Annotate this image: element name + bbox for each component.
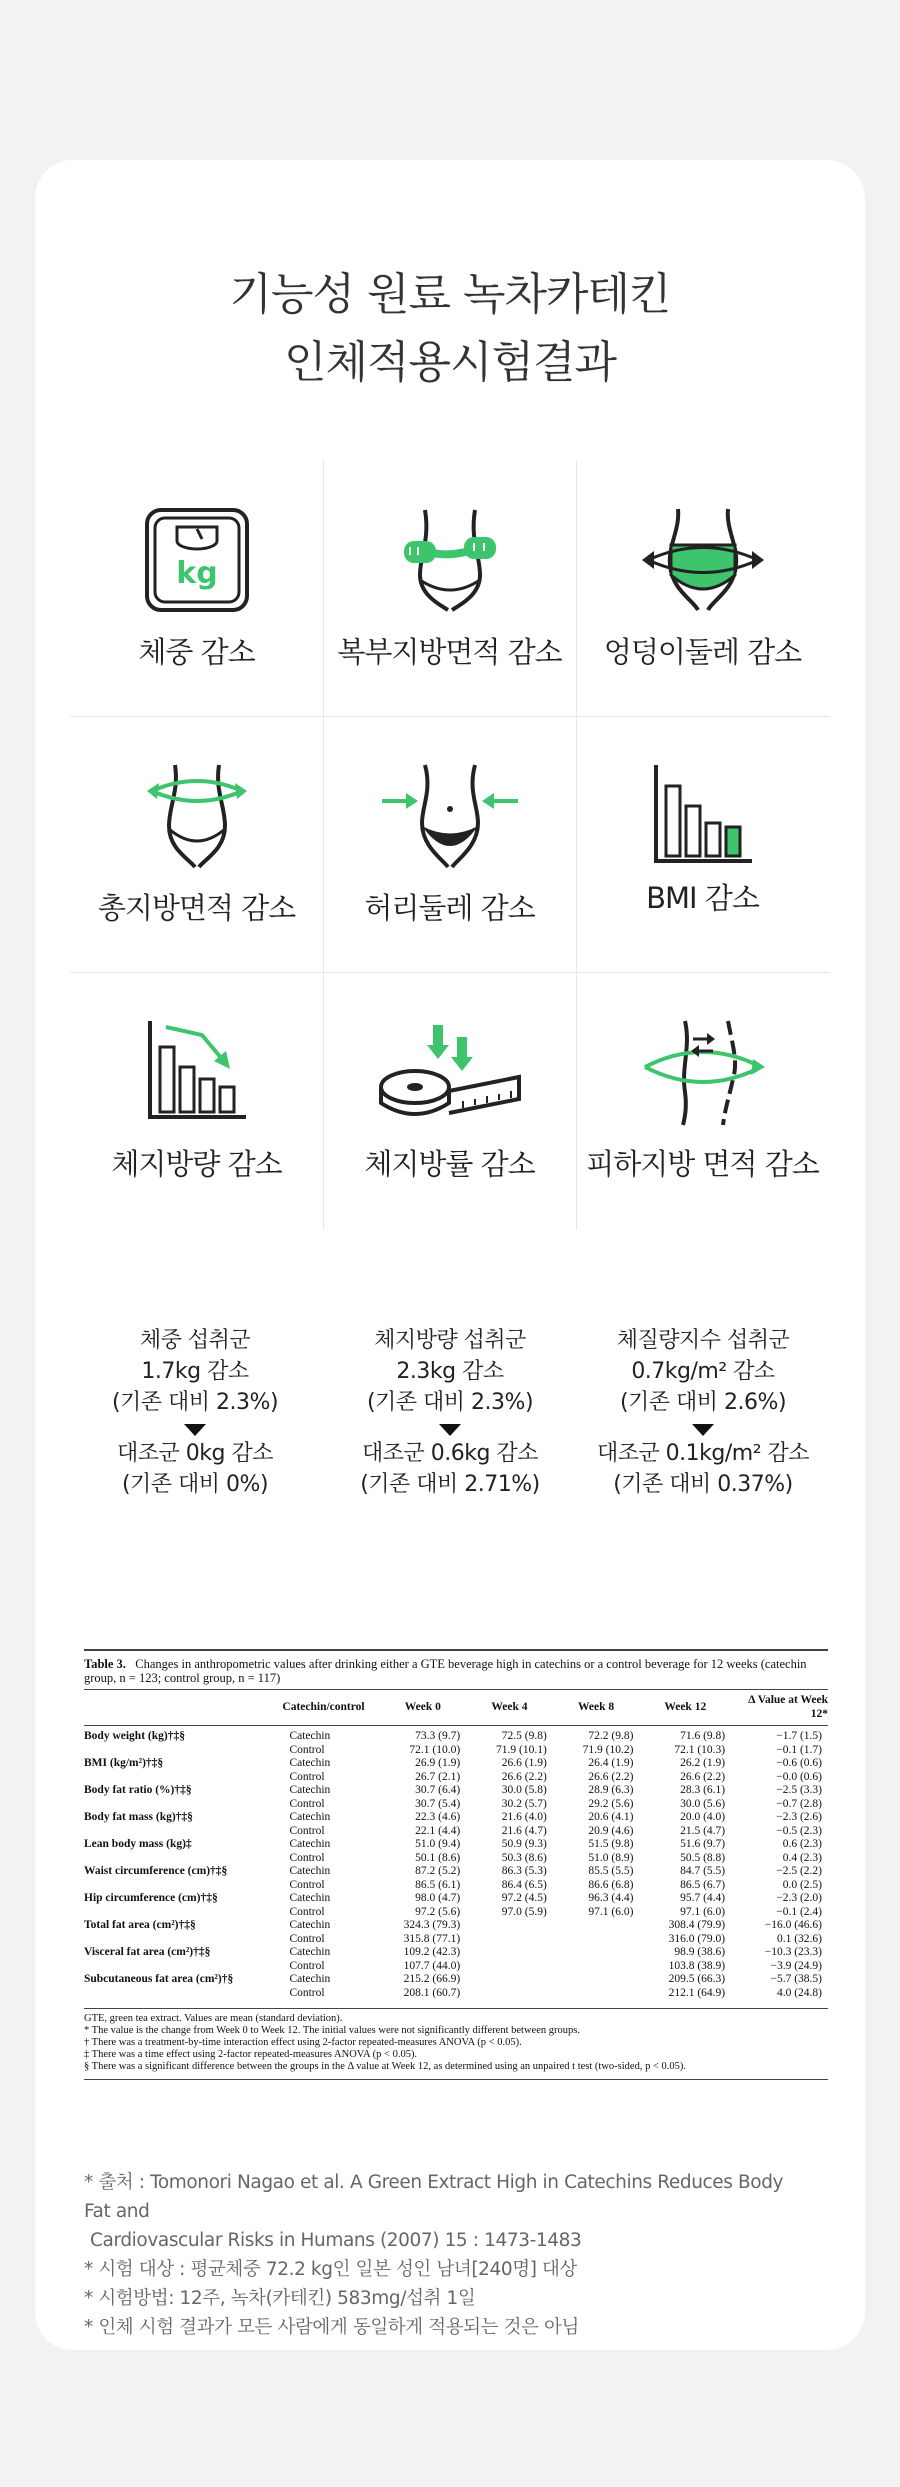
table-cell: 95.7 (4.4) — [680, 1892, 726, 1904]
table-header-cell: Week 12 — [639, 1694, 731, 1726]
table-cell: 97.2 (5.6) — [415, 1905, 461, 1918]
table-body — [84, 1726, 828, 2001]
stat-line: (기존 대비 2.71%) — [360, 1472, 540, 1497]
table-rule — [84, 2008, 828, 2009]
table-cell — [553, 1933, 640, 1947]
table-cell: Control — [289, 1797, 325, 1810]
table-cell: 96.3 (4.4) — [588, 1892, 634, 1904]
table-rule — [84, 2079, 828, 2080]
table-cell: 4.0 (24.8) — [776, 1986, 822, 1999]
svg-text:kg: kg — [175, 556, 218, 591]
table-cell: 308.4 (79.9) — [668, 1919, 726, 1931]
benefit-abdominal-fat — [323, 460, 576, 716]
table-cell: 21.6 (4.0) — [501, 1811, 547, 1823]
benefit-label: 총지방면적 감소 — [97, 891, 296, 925]
table-cell: Lean body mass (kg)‡ — [84, 1838, 192, 1850]
table-cell: −0.1 (2.4) — [776, 1905, 822, 1918]
table-row — [84, 1919, 828, 1933]
table-cell: 26.4 (1.9) — [588, 1757, 634, 1769]
table-rule — [84, 1649, 828, 1651]
table-cell: 316.0 (79.0) — [668, 1932, 726, 1945]
table-cell: 98.0 (4.7) — [415, 1892, 461, 1904]
table-cell: Catechin — [289, 1784, 331, 1796]
table-row — [84, 1811, 828, 1825]
table-cell: 22.1 (4.4) — [415, 1824, 461, 1837]
stat-weight — [65, 1325, 325, 1500]
table-cell — [466, 1973, 553, 1987]
table-cell: 0.0 (2.5) — [782, 1878, 822, 1891]
table-cell: Catechin — [289, 1730, 331, 1742]
table-cell: 50.5 (8.8) — [680, 1851, 726, 1864]
data-table — [84, 1694, 828, 2000]
table-row — [84, 1892, 828, 1906]
table-row — [84, 1757, 828, 1771]
table-cell: Catechin — [289, 1811, 331, 1823]
table-cell: −0.5 (2.3) — [776, 1824, 822, 1837]
table-cell: −2.5 (2.2) — [776, 1865, 822, 1877]
table-cell — [553, 1973, 640, 1987]
table-cell: 71.9 (10.1) — [496, 1743, 547, 1756]
table-cell: 0.6 (2.3) — [782, 1838, 822, 1850]
table-row — [84, 1879, 828, 1893]
table-cell: 72.5 (9.8) — [501, 1730, 547, 1742]
table-cell: 21.6 (4.7) — [501, 1824, 547, 1837]
hip-icon — [576, 500, 829, 620]
source-line: * 인체 시험 결과가 모든 사람에게 동일하게 적용되는 것은 아님 — [84, 2317, 579, 2338]
table-cell: 86.3 (5.3) — [501, 1865, 547, 1877]
stat-line: 대조군 0.6kg 감소 — [362, 1441, 538, 1466]
benefit-weight — [70, 460, 323, 716]
table-cell: Total fat area (cm²)†‡§ — [84, 1919, 196, 1931]
table-rule — [84, 1689, 828, 1690]
table-row — [84, 1744, 828, 1758]
table-cell: 98.9 (38.6) — [674, 1946, 726, 1958]
table-cell: 97.1 (6.0) — [588, 1905, 634, 1918]
benefit-label: 엉덩이둘레 감소 — [603, 635, 802, 669]
benefit-bmi — [576, 716, 829, 972]
table-cell: Body fat ratio (%)†‡§ — [84, 1784, 192, 1796]
table-cell: 86.5 (6.7) — [680, 1878, 726, 1891]
table-cell: 208.1 (60.7) — [403, 1986, 461, 1999]
table-cell — [466, 1933, 553, 1947]
stat-line: 체중 섭취군 — [139, 1328, 251, 1353]
table-cell — [553, 1960, 640, 1974]
table-cell: Body fat mass (kg)†‡§ — [84, 1811, 193, 1823]
stat-line: (기존 대비 2.3%) — [111, 1390, 279, 1415]
scale-icon — [70, 500, 323, 620]
table-cell: 28.3 (6.1) — [680, 1784, 726, 1796]
stat-line: (기존 대비 0%) — [121, 1472, 269, 1497]
table-cell: BMI (kg/m²)†‡§ — [84, 1757, 164, 1769]
benefit-label: 체지방률 감소 — [364, 1147, 535, 1181]
table-cell: 26.6 (2.2) — [680, 1770, 726, 1783]
table-cell: Control — [289, 1878, 325, 1891]
table-note: * The value is the change from Week 0 to Week 12. The initial values were not significantly different between groups. — [84, 2025, 580, 2036]
benefit-label: 체지방량 감소 — [111, 1147, 282, 1181]
body-rotate-icon — [70, 756, 323, 876]
table-cell: −5.7 (38.5) — [770, 1973, 822, 1985]
table-cell: 22.3 (4.6) — [415, 1811, 461, 1823]
table-cell: 209.5 (66.3) — [668, 1973, 726, 1985]
page-title-line1: 기능성 원료 녹차카테킨 — [229, 269, 671, 320]
table-cell: −1.7 (1.5) — [776, 1730, 822, 1742]
stat-line: (기존 대비 0.37%) — [613, 1472, 793, 1497]
table-row — [84, 1973, 828, 1987]
stat-line: 0.7kg/m² 감소 — [631, 1359, 775, 1384]
table-cell: 84.7 (5.5) — [680, 1865, 726, 1877]
table-cell: 97.2 (4.5) — [501, 1892, 547, 1904]
benefit-waist — [323, 716, 576, 972]
source-line: Cardiovascular Risks in Humans (2007) 15 : 1473-1483 — [90, 2230, 582, 2251]
table-header-cell: Δ Value at Week 12* — [731, 1694, 828, 1726]
benefit-body-fat-ratio — [323, 972, 576, 1228]
table-cell: 30.0 (5.6) — [680, 1797, 726, 1810]
table-notes — [84, 2013, 828, 2073]
table-header-cell: Catechin/control — [267, 1694, 379, 1726]
table-row — [84, 1960, 828, 1974]
table-cell: 324.3 (79.3) — [403, 1919, 461, 1931]
table-row — [84, 1838, 828, 1852]
table-cell: 87.2 (5.2) — [415, 1865, 461, 1877]
table-cell — [466, 1946, 553, 1960]
table-cell: 26.7 (2.1) — [415, 1770, 461, 1783]
table-cell: Catechin — [289, 1946, 331, 1958]
table-cell: Control — [289, 1959, 325, 1972]
table-note: GTE, green tea extract. Values are mean (standard deviation). — [84, 2013, 343, 2024]
table-row — [84, 1726, 828, 1744]
table-cell: 97.1 (6.0) — [680, 1905, 726, 1918]
table-cell — [84, 1852, 267, 1866]
table-cell: 86.5 (6.1) — [415, 1878, 461, 1891]
table-row — [84, 1946, 828, 1960]
page-title-line2: 인체적용시험결과 — [283, 337, 617, 388]
table-cell: 51.0 (8.9) — [588, 1851, 634, 1864]
table-cell: 30.7 (6.4) — [415, 1784, 461, 1796]
table-cell: 26.6 (2.2) — [501, 1770, 547, 1783]
table-row — [84, 1784, 828, 1798]
table-cell: 103.8 (38.9) — [668, 1959, 726, 1972]
study-table — [84, 1645, 828, 2084]
table-cell: 51.5 (9.8) — [588, 1838, 634, 1850]
table-cell — [553, 1919, 640, 1933]
table-cell: 50.9 (9.3) — [501, 1838, 547, 1850]
table-cell: 85.5 (5.5) — [588, 1865, 634, 1877]
stat-line: (기존 대비 2.3%) — [366, 1390, 534, 1415]
table-cell: −0.0 (0.6) — [776, 1770, 822, 1783]
table-cell: Catechin — [289, 1919, 331, 1931]
table-cell: −0.1 (1.7) — [776, 1743, 822, 1756]
table-cell: 30.2 (5.7) — [501, 1797, 547, 1810]
table-caption-label: Table 3. — [84, 1657, 126, 1671]
table-cell: −2.3 (2.6) — [776, 1811, 822, 1823]
benefit-label: 허리둘레 감소 — [364, 891, 535, 925]
table-caption-text: Changes in anthropometric values after drinking either a GTE beverage high in catechins or a control beverage for 12 weeks (catechin group, n = 123; control group, n = 117) — [84, 1657, 807, 1685]
table-cell: Waist circumference (cm)†‡§ — [84, 1865, 228, 1877]
table-cell: 0.4 (2.3) — [782, 1851, 822, 1864]
table-cell: 30.0 (5.8) — [501, 1784, 547, 1796]
table-row — [84, 1825, 828, 1839]
table-header-cell — [84, 1694, 267, 1726]
table-cell — [84, 1825, 267, 1839]
benefit-subcutaneous-fat — [576, 972, 829, 1228]
table-cell: −16.0 (46.6) — [764, 1919, 822, 1931]
stat-body-fat — [320, 1325, 580, 1500]
down-arrow-icon — [184, 1424, 206, 1436]
source-notes — [84, 2168, 814, 2342]
table-note: § There was a significant difference between the groups in the Δ value at Week 12, as determined using an unpaired t test (two-sided, p < 0.05). — [84, 2061, 686, 2072]
benefit-label: 피하지방 면적 감소 — [586, 1147, 819, 1181]
source-line: * 시험방법: 12주, 녹차(카테킨) 583mg/섭취 1일 — [84, 2288, 476, 2309]
table-row — [84, 1771, 828, 1785]
table-cell — [466, 1919, 553, 1933]
waist-tape-icon — [323, 500, 576, 620]
benefit-grid — [70, 460, 830, 1230]
source-line: * 시험 대상 : 평균체중 72.2 kg인 일본 성인 남녀[240명] 대상 — [84, 2259, 577, 2280]
table-cell: Catechin — [289, 1838, 331, 1850]
table-cell: 21.5 (4.7) — [680, 1824, 726, 1837]
table-cell: −2.3 (2.0) — [776, 1892, 822, 1904]
table-cell: 29.2 (5.6) — [588, 1797, 634, 1810]
table-header-row — [84, 1694, 828, 1726]
table-cell: Hip circumference (cm)†‡§ — [84, 1892, 218, 1904]
table-cell: 26.6 (2.2) — [588, 1770, 634, 1783]
table-cell: Control — [289, 1932, 325, 1945]
table-cell: 26.6 (1.9) — [501, 1757, 547, 1769]
table-cell — [84, 1906, 267, 1920]
table-cell: Catechin — [289, 1757, 331, 1769]
stat-line: (기존 대비 2.6%) — [619, 1390, 787, 1415]
table-cell — [84, 1744, 267, 1758]
table-cell — [553, 1946, 640, 1960]
table-cell: 212.1 (64.9) — [668, 1986, 726, 1999]
table-cell: 86.6 (6.8) — [588, 1878, 634, 1891]
bar-chart-icon — [576, 756, 829, 876]
table-cell: 315.8 (77.1) — [403, 1932, 461, 1945]
table-cell: 51.0 (9.4) — [415, 1838, 461, 1850]
table-cell — [84, 1771, 267, 1785]
table-cell: −0.6 (0.6) — [776, 1757, 822, 1769]
table-header-cell: Week 0 — [380, 1694, 467, 1726]
waist-arrows-icon — [323, 756, 576, 876]
down-arrow-icon — [692, 1424, 714, 1436]
benefit-hip — [576, 460, 829, 716]
benefit-total-fat — [70, 716, 323, 972]
tape-measure-icon — [323, 1012, 576, 1132]
table-cell: 20.0 (4.0) — [680, 1811, 726, 1823]
stat-line: 대조군 0kg 감소 — [117, 1441, 273, 1466]
stat-line: 1.7kg 감소 — [141, 1359, 249, 1384]
table-cell: Subcutaneous fat area (cm²)†§ — [84, 1973, 234, 1985]
table-cell: 51.6 (9.7) — [680, 1838, 726, 1850]
benefit-label: 복부지방면적 감소 — [337, 635, 562, 669]
table-cell: 71.9 (10.2) — [582, 1743, 634, 1756]
table-row — [84, 1865, 828, 1879]
table-cell: 73.3 (9.7) — [415, 1730, 461, 1742]
table-cell: 50.1 (8.6) — [415, 1851, 461, 1864]
stat-line: 2.3kg 감소 — [396, 1359, 504, 1384]
table-header-cell: Week 4 — [466, 1694, 553, 1726]
table-cell: Control — [289, 1905, 325, 1918]
table-cell: Catechin — [289, 1973, 331, 1985]
table-cell: 107.7 (44.0) — [403, 1959, 461, 1972]
table-note: ‡ There was a time effect using 2-factor repeated-measures ANOVA (p < 0.05). — [84, 2049, 418, 2060]
source-line: * 출처 : Tomonori Nagao et al. A Green Extract High in Catechins Reduces Body Fat and — [84, 2172, 784, 2222]
table-cell: 97.0 (5.9) — [501, 1905, 547, 1918]
table-cell: 109.2 (42.3) — [403, 1946, 461, 1958]
benefit-label: 체중 감소 — [138, 635, 255, 669]
table-cell: 72.1 (10.3) — [674, 1743, 726, 1756]
table-caption — [84, 1657, 828, 1685]
table-row — [84, 1933, 828, 1947]
stat-line: 체지방량 섭취군 — [374, 1328, 526, 1353]
side-body-icon — [576, 1012, 829, 1132]
table-cell: Control — [289, 1851, 325, 1864]
table-cell: 20.6 (4.1) — [588, 1811, 634, 1823]
table-cell: 20.9 (4.6) — [588, 1824, 634, 1837]
table-cell: 71.6 (9.8) — [680, 1730, 726, 1742]
table-cell: Catechin — [289, 1865, 331, 1877]
table-row — [84, 1852, 828, 1866]
table-cell: Catechin — [289, 1892, 331, 1904]
stat-line: 대조군 0.1kg/m² 감소 — [596, 1441, 810, 1466]
table-cell — [84, 1987, 267, 2001]
table-note: † There was a treatment-by-time interaction effect using 2-factor repeated-measures ANOVA (p < 0.05). — [84, 2037, 522, 2048]
table-cell: Control — [289, 1770, 325, 1783]
table-cell: 30.7 (5.4) — [415, 1797, 461, 1810]
table-cell — [84, 1933, 267, 1947]
table-cell: 26.9 (1.9) — [415, 1757, 461, 1769]
table-cell: 72.2 (9.8) — [588, 1730, 634, 1742]
benefit-label: BMI 감소 — [646, 881, 759, 915]
declining-chart-icon — [70, 1012, 323, 1132]
table-cell: −10.3 (23.3) — [764, 1946, 822, 1958]
table-cell: −3.9 (24.9) — [770, 1959, 822, 1972]
table-cell — [466, 1960, 553, 1974]
table-row — [84, 1906, 828, 1920]
table-cell: 26.2 (1.9) — [680, 1757, 726, 1769]
table-cell: −2.5 (3.3) — [776, 1784, 822, 1796]
table-cell — [84, 1798, 267, 1812]
down-arrow-icon — [439, 1424, 461, 1436]
table-cell: 86.4 (6.5) — [501, 1878, 547, 1891]
table-cell: 215.2 (66.9) — [403, 1973, 461, 1985]
table-row — [84, 1987, 828, 2001]
table-cell: Control — [289, 1986, 325, 1999]
table-cell — [84, 1879, 267, 1893]
table-cell: Visceral fat area (cm²)†‡§ — [84, 1946, 211, 1958]
table-cell — [84, 1960, 267, 1974]
table-cell: 28.9 (6.3) — [588, 1784, 634, 1796]
table-cell: −0.7 (2.8) — [776, 1797, 822, 1810]
table-cell: Control — [289, 1743, 325, 1756]
stat-bmi — [573, 1325, 833, 1500]
table-cell — [466, 1987, 553, 2001]
benefit-body-fat-mass — [70, 972, 323, 1228]
stat-line: 체질량지수 섭취군 — [616, 1328, 790, 1353]
table-cell: Control — [289, 1824, 325, 1837]
table-cell: 72.1 (10.0) — [409, 1743, 461, 1756]
table-cell: Body weight (kg)†‡§ — [84, 1730, 185, 1742]
table-cell — [553, 1987, 640, 2001]
table-row — [84, 1798, 828, 1812]
table-cell: 50.3 (8.6) — [501, 1851, 547, 1864]
table-cell: 0.1 (32.6) — [776, 1932, 822, 1945]
table-header-cell: Week 8 — [553, 1694, 640, 1726]
